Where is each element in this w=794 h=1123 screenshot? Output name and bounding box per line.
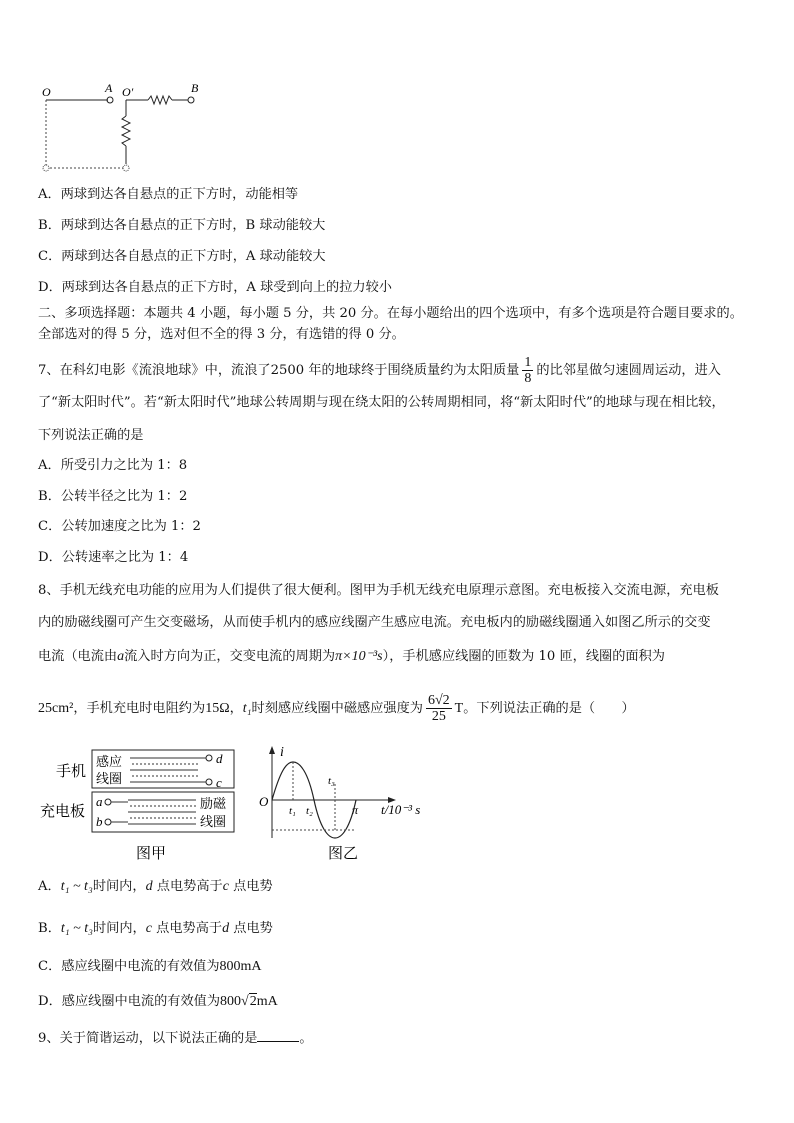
q7-line2: 了“新太阳时代”。若“新太阳时代”地球公转周期与现在绕太阳的公转周期相同，将“新太阳时代”的地球与现在相比较，: [38, 395, 725, 410]
q7-option-d: D．公转速率之比为 1：4: [38, 550, 189, 565]
svg-text:线圈: 线圈: [96, 771, 123, 786]
origin-label: O: [259, 794, 269, 809]
label-O: O: [42, 85, 51, 99]
q7-option-a: A．所受引力之比为 1：8: [38, 458, 188, 473]
svg-text:线圈: 线圈: [200, 814, 227, 829]
q7-line1: 7、在科幻电影《流浪地球》中，流浪了2500 年的地球终于围绕质量约为太阳质量 $\frac{1}{8}$ 的比邻星做匀速圆周运动，进入: [38, 355, 721, 386]
q7-line3: 下列说法正确的是: [38, 428, 144, 443]
svg-text:c: c: [216, 775, 222, 790]
axis-t-label: t/10⁻³ s: [381, 802, 421, 817]
axis-i-label: i: [280, 745, 284, 760]
label-A: A: [105, 81, 113, 95]
figure-jia: [38, 746, 238, 866]
tick-t3: t₃: [328, 775, 335, 787]
q7-option-b: B．公转半径之比为 1：2: [38, 489, 188, 504]
svg-text:a: a: [96, 794, 103, 809]
caption-yi: 图乙: [328, 846, 359, 862]
q8-line1: 8、手机无线充电功能的应用为人们提供了很大便利。图甲为手机无线充电原理示意图。充电板接入交流电源，充电板: [38, 583, 719, 598]
q6-option-b: B．两球到达各自悬点的正下方时，B 球动能较大: [38, 218, 326, 233]
tick-pi: π: [352, 803, 359, 817]
section2-line2: 全部选对的得 5 分，选对但不全的得 3 分，有选错的得 0 分。: [38, 327, 405, 342]
caption-jia: 图甲: [136, 846, 167, 862]
q8-option-b: B．t₁ ~ t₃时间内，c 点电势高于d 点电势: [38, 921, 273, 936]
q8-line4: 25cm²，手机充电时电阻约为15Ω，t₁时刻感应线圈中磁感应强度为 $\frac{6√2}{25}$ T。下列说法正确的是（ ）: [38, 693, 635, 724]
label-B: B: [191, 81, 199, 95]
svg-text:励磁: 励磁: [200, 796, 227, 811]
pendulum-figure: [38, 80, 218, 172]
q6-option-a: A．两球到达各自悬点的正下方时，动能相等: [38, 187, 299, 202]
label-O-prime: O′: [122, 85, 134, 99]
q8-option-c: C．感应线圈中电流的有效值为800mA: [38, 959, 262, 974]
section2-line1: 二、多项选择题：本题共 4 小题，每小题 5 分，共 20 分。在每小题给出的四个选项中，有多个选项是符合题目要求的。: [38, 306, 743, 321]
q8-line2: 内的励磁线圈可产生交变磁场，从而使手机内的感应线圈产生感应电流。充电板内的励磁线圈通入如图乙所示的交变: [38, 615, 711, 630]
svg-text:b: b: [96, 814, 103, 829]
q6-option-d: D．两球到达各自悬点的正下方时，A 球受到向上的拉力较小: [38, 280, 392, 295]
tick-t1: t₁: [289, 805, 296, 817]
q6-option-c: C．两球到达各自悬点的正下方时，A 球动能较大: [38, 249, 326, 264]
q8-option-d: D．感应线圈中电流的有效值为800√2mA: [38, 994, 278, 1009]
label-phone: 手机: [56, 764, 87, 780]
q9-line: 9、关于简谐运动，以下说法正确的是 。: [38, 1031, 313, 1046]
svg-text:感应: 感应: [96, 754, 123, 769]
tick-t2: t₂: [306, 805, 313, 817]
q7-fraction: $\frac{1}{8}$: [524, 355, 532, 386]
q7-option-c: C．公转加速度之比为 1：2: [38, 519, 201, 534]
q8-option-a: A．t₁ ~ t₃时间内，d 点电势高于c 点电势: [38, 879, 273, 894]
label-charger: 充电板: [40, 804, 86, 820]
q8-b-fraction: $\frac{6√2}{25}$: [427, 693, 450, 724]
svg-text:d: d: [216, 751, 223, 766]
figure-yi: [256, 744, 456, 868]
q8-line3: 电流（电流由a流入时方向为正，交变电流的周期为π×10⁻³s），手机感应线圈的匝数为 10 匝，线圈的面积为: [38, 649, 665, 664]
q9-answer-blank: [257, 1029, 299, 1042]
